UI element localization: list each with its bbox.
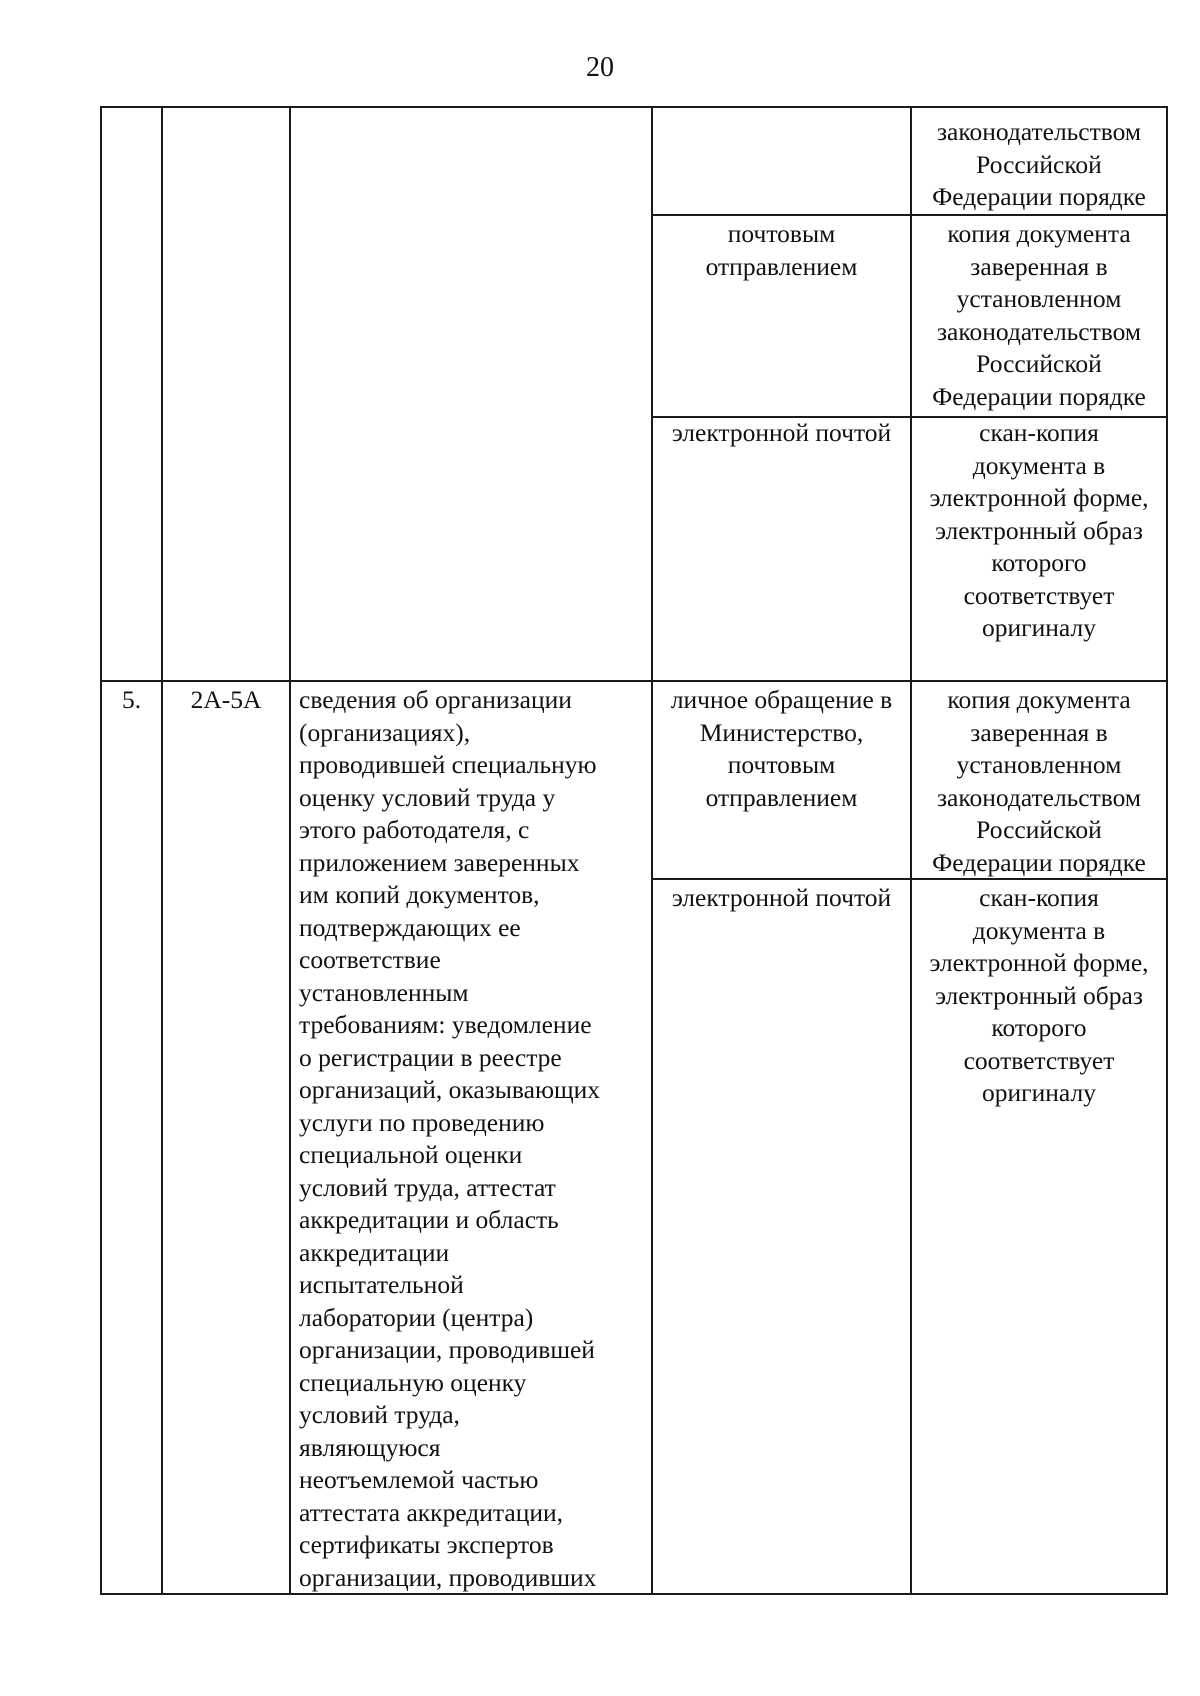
- column-divider: [100, 106, 102, 1595]
- form-cell: [912, 417, 1166, 645]
- form-line: законодательством: [936, 316, 1142, 346]
- form-line: заверенная в: [970, 717, 1108, 747]
- description-line: лаборатории (центра): [299, 1302, 534, 1332]
- form-line: копия документа: [947, 685, 1131, 714]
- column-divider: [161, 106, 163, 1595]
- form-line: соответствует: [963, 580, 1115, 610]
- description-line: специальную оценку: [299, 1367, 527, 1397]
- description-line: подтверждающих ее: [299, 912, 521, 942]
- form-line: копия документа: [947, 219, 1131, 248]
- form-cell: [912, 882, 1166, 1110]
- document-code: 2А-5А: [190, 685, 262, 714]
- method-line: отправлением: [705, 782, 858, 812]
- form-cell: [912, 218, 1166, 413]
- form-cell: [912, 684, 1166, 879]
- form-line: электронной форме,: [929, 948, 1149, 977]
- description-line: специальной оценки: [299, 1140, 523, 1169]
- method-line: Министерство,: [699, 717, 864, 747]
- form-line: электронной форме,: [929, 483, 1149, 512]
- description-line: аттестата аккредитации,: [299, 1497, 564, 1527]
- form-line: оригиналу: [982, 1078, 1096, 1107]
- description-line: аккредитации и область: [299, 1205, 559, 1234]
- method-line: почтовым: [727, 219, 836, 248]
- method-cell: [653, 417, 910, 450]
- method-cell: [653, 218, 910, 283]
- description-line: неотъемлемой частью: [299, 1465, 539, 1494]
- form-line: документа в: [972, 915, 1106, 945]
- description-line: услуги по проведению: [299, 1107, 545, 1137]
- form-line: соответствует: [963, 1045, 1115, 1075]
- description-line: условий труда,: [299, 1400, 460, 1429]
- column-divider: [1166, 106, 1168, 1595]
- description-line: требованиям: уведомление: [299, 1010, 592, 1039]
- description-line: приложением заверенных: [299, 847, 580, 877]
- document-description: [299, 684, 649, 1594]
- form-line: установленном: [956, 750, 1122, 779]
- description-line: организаций, оказывающих: [299, 1075, 601, 1104]
- method-cell: [653, 882, 910, 915]
- table-top-border: [100, 106, 1168, 108]
- description-line: сведения об организации: [299, 685, 572, 714]
- form-line: установленном: [956, 284, 1122, 313]
- form-line: которого: [991, 1013, 1087, 1042]
- form-cell: [912, 116, 1166, 214]
- form-line: заверенная в: [970, 251, 1108, 281]
- description-line: организации, проводивших: [299, 1562, 597, 1592]
- form-line: скан-копия: [979, 418, 1099, 447]
- method-line: личное обращение в: [670, 685, 893, 714]
- form-line: Российской: [976, 149, 1102, 179]
- description-line: им копий документов,: [299, 880, 540, 909]
- method-line: отправлением: [705, 251, 858, 281]
- description-line: установленным: [299, 977, 469, 1007]
- column-divider: [651, 106, 653, 1595]
- form-line: законодательством: [936, 782, 1142, 812]
- method-line: электронной почтой: [671, 883, 892, 912]
- form-line: которого: [991, 548, 1087, 577]
- description-line: о регистрации в реестре: [299, 1042, 562, 1072]
- form-line: Федерации порядке: [932, 381, 1146, 411]
- form-line: Российской: [976, 815, 1102, 844]
- form-line: Федерации порядке: [932, 847, 1146, 877]
- form-line: скан-копия: [979, 883, 1099, 912]
- form-line: документа в: [972, 450, 1106, 480]
- method-line: почтовым: [727, 750, 836, 779]
- form-line: оригиналу: [982, 613, 1096, 642]
- page-number: 20: [586, 52, 614, 83]
- description-line: сертификаты экспертов: [299, 1530, 554, 1559]
- description-line: испытательной: [299, 1270, 464, 1299]
- form-line: законодательством: [936, 117, 1142, 146]
- form-line: электронный образ: [935, 980, 1143, 1010]
- description-line: проводившей специальную: [299, 750, 597, 779]
- row-divider: [100, 680, 1168, 682]
- description-line: соответствие: [299, 945, 441, 974]
- row-number: 5.: [121, 685, 142, 714]
- method-line: электронной почтой: [671, 418, 892, 447]
- description-line: (организациях),: [299, 717, 471, 747]
- description-line: этого работодателя, с: [299, 815, 530, 844]
- method-cell: [653, 684, 910, 814]
- column-divider: [289, 106, 291, 1595]
- form-line: электронный образ: [935, 515, 1143, 545]
- form-line: Федерации порядке: [932, 182, 1146, 211]
- description-line: организации, проводившей: [299, 1335, 595, 1364]
- description-line: оценку условий труда у: [299, 782, 556, 812]
- description-line: условий труда, аттестат: [299, 1172, 556, 1202]
- description-line: являющуюся: [299, 1432, 441, 1462]
- form-line: Российской: [976, 349, 1102, 378]
- description-line: аккредитации: [299, 1237, 450, 1267]
